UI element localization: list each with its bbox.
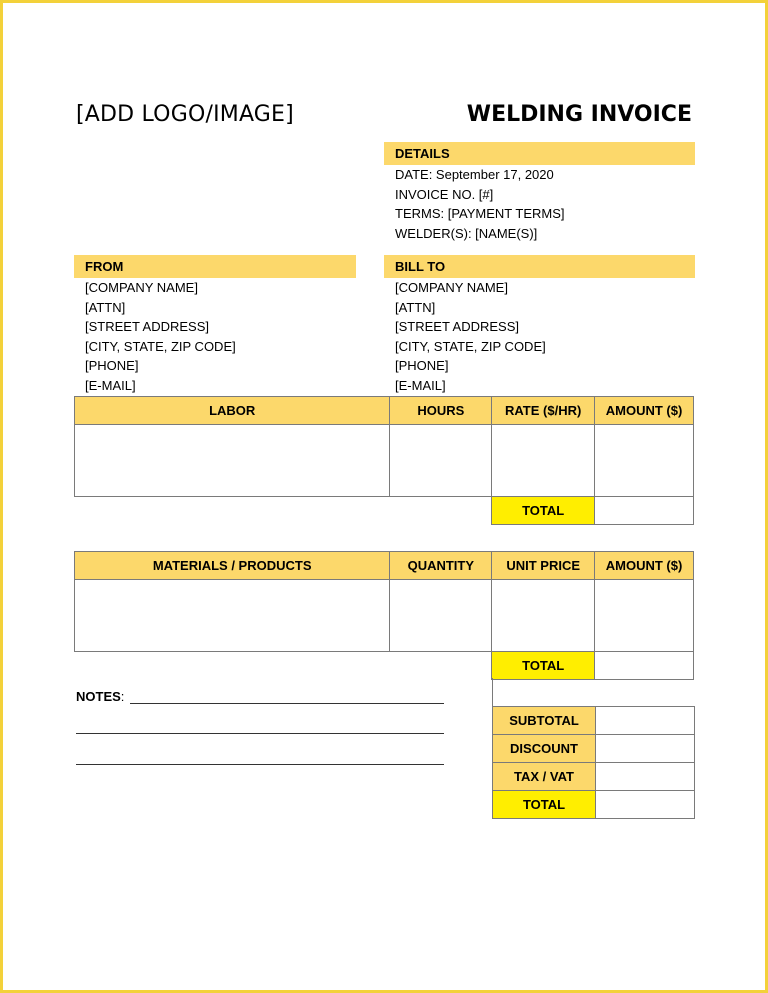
subtotal-value[interactable] <box>596 707 695 735</box>
summary-divider <box>492 678 493 707</box>
labor-hours-cell[interactable] <box>390 425 492 497</box>
materials-col-unit-price: UNIT PRICE <box>492 552 595 580</box>
bill-to-attn[interactable]: [ATTN] <box>395 299 436 315</box>
labor-col-hours: HOURS <box>390 397 492 425</box>
materials-amount-cell[interactable] <box>595 580 694 652</box>
from-email[interactable]: [E-MAIL] <box>85 377 136 393</box>
summary-tax-row <box>493 763 695 791</box>
materials-total-label: TOTAL <box>492 652 595 680</box>
notes-label: NOTES <box>76 689 121 704</box>
summary-discount-row <box>493 735 695 763</box>
details-heading: DETAILS <box>384 142 695 165</box>
materials-unit-price-cell[interactable] <box>492 580 595 652</box>
from-city-state-zip[interactable]: [CITY, STATE, ZIP CODE] <box>85 338 236 354</box>
bill-to-company-name[interactable]: [COMPANY NAME] <box>395 280 508 295</box>
materials-col-amount: AMOUNT ($) <box>595 552 694 580</box>
details-block <box>395 165 565 243</box>
labor-total-value[interactable] <box>595 497 694 525</box>
logo-placeholder[interactable]: [ADD LOGO/IMAGE] <box>76 102 294 127</box>
labor-header-row <box>75 397 694 425</box>
bill-to-heading: BILL TO <box>384 255 695 278</box>
labor-total-label: TOTAL <box>492 497 595 525</box>
labor-description-cell[interactable] <box>75 425 390 497</box>
bill-to-city-state-zip[interactable]: [CITY, STATE, ZIP CODE] <box>395 338 546 354</box>
from-heading: FROM <box>74 255 356 278</box>
spacer <box>75 652 492 680</box>
materials-header-row <box>75 552 694 580</box>
labor-col-amount: AMOUNT ($) <box>595 397 694 425</box>
discount-label: DISCOUNT <box>493 735 596 763</box>
notes-colon: : <box>120 689 125 704</box>
table-row <box>75 580 694 652</box>
details-terms[interactable]: TERMS: [PAYMENT TERMS] <box>395 206 565 222</box>
materials-total-row <box>75 652 694 680</box>
from-phone[interactable]: [PHONE] <box>85 358 139 374</box>
tax-value[interactable] <box>596 763 695 791</box>
notes-label-wrap <box>76 689 124 704</box>
bill-to-street-address[interactable]: [STREET ADDRESS] <box>395 319 520 335</box>
materials-product-cell[interactable] <box>75 580 390 652</box>
details-invoice-no[interactable]: INVOICE NO. [#] <box>395 186 494 202</box>
labor-total-row <box>75 497 694 525</box>
from-company-name[interactable]: [COMPANY NAME] <box>85 280 198 295</box>
grand-total-label: TOTAL <box>493 791 596 819</box>
labor-rate-cell[interactable] <box>492 425 595 497</box>
details-date[interactable]: DATE: September 17, 2020 <box>395 167 554 182</box>
materials-quantity-cell[interactable] <box>390 580 492 652</box>
labor-col-rate: RATE ($/HR) <box>492 397 595 425</box>
details-welders[interactable]: WELDER(S): [NAME(S)] <box>395 225 538 241</box>
summary-subtotal-row <box>493 707 695 735</box>
grand-total-value[interactable] <box>596 791 695 819</box>
spacer <box>75 497 492 525</box>
discount-value[interactable] <box>596 735 695 763</box>
materials-total-value[interactable] <box>595 652 694 680</box>
summary-total-row <box>493 791 695 819</box>
materials-col-quantity: QUANTITY <box>390 552 492 580</box>
subtotal-label: SUBTOTAL <box>493 707 596 735</box>
tax-label: TAX / VAT <box>493 763 596 791</box>
notes-line-2[interactable] <box>76 733 444 734</box>
bill-to-email[interactable]: [E-MAIL] <box>395 377 446 393</box>
summary-table <box>492 706 695 819</box>
from-attn[interactable]: [ATTN] <box>85 299 126 315</box>
labor-amount-cell[interactable] <box>595 425 694 497</box>
materials-col-products: MATERIALS / PRODUCTS <box>75 552 390 580</box>
bill-to-block <box>395 278 546 396</box>
from-street-address[interactable]: [STREET ADDRESS] <box>85 319 210 335</box>
from-block <box>85 278 236 396</box>
notes-line-3[interactable] <box>76 764 444 765</box>
table-row <box>75 425 694 497</box>
materials-table <box>74 551 694 680</box>
bill-to-phone[interactable]: [PHONE] <box>395 358 449 374</box>
invoice-title: WELDING INVOICE <box>466 102 692 127</box>
labor-col-labor: LABOR <box>75 397 390 425</box>
notes-line-1[interactable] <box>130 703 444 704</box>
labor-table <box>74 396 694 525</box>
